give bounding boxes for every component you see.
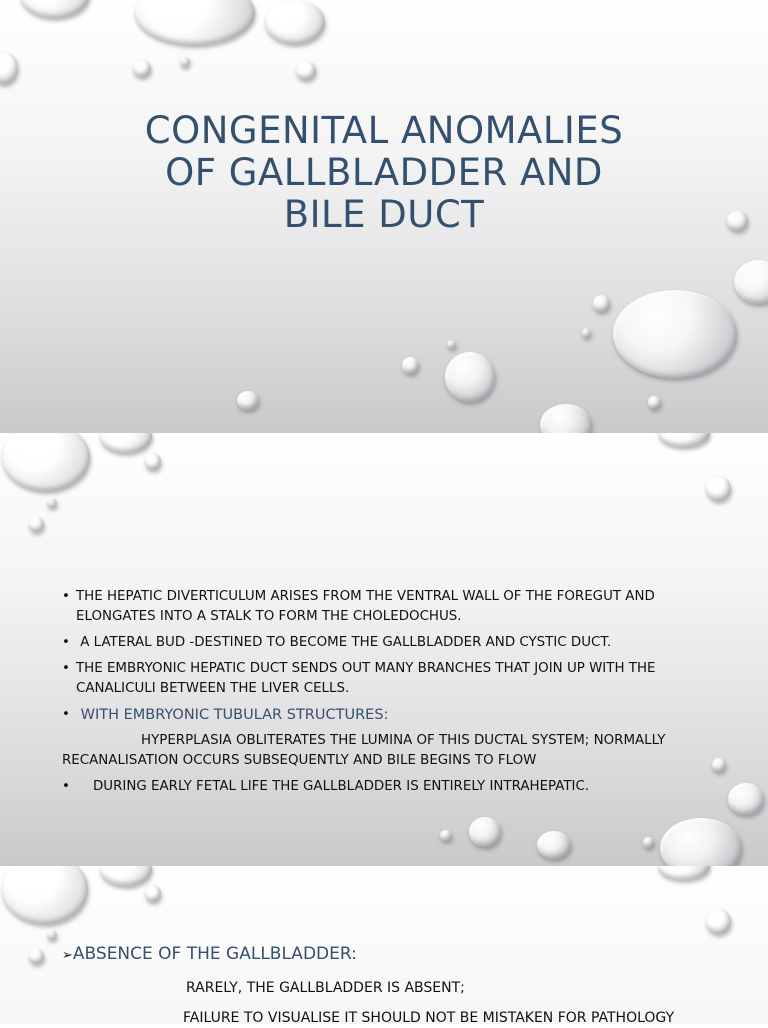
water-drop-decoration (658, 433, 710, 447)
water-drop-decoration (296, 61, 316, 80)
water-drop-decoration (537, 831, 571, 859)
water-drop-decoration (712, 758, 726, 772)
slide-title (0, 0, 768, 433)
bullet-item (62, 777, 712, 797)
water-drop-decoration (440, 830, 452, 841)
water-drop-decoration (728, 783, 764, 815)
water-drop-decoration (593, 295, 610, 312)
bullet-item (62, 705, 712, 725)
water-drop-decoration (660, 818, 742, 866)
water-drop-decoration (648, 396, 661, 409)
body-line: FAILURE TO VISUALISE IT SHOULD NOT BE MISTAKEN FOR PATHOLOGY (183, 1010, 675, 1026)
water-drop-decoration (100, 866, 152, 886)
water-drop-decoration (469, 817, 501, 847)
title-line: BILE DUCT (283, 193, 485, 236)
water-drop-decoration (402, 357, 419, 374)
paragraph (62, 731, 712, 771)
water-drop-decoration (237, 391, 259, 410)
bullet-item (62, 659, 712, 699)
water-drop-decoration (2, 866, 88, 924)
absence-content (62, 942, 742, 1028)
bullet-marker: • (62, 635, 70, 650)
bullet-item (62, 633, 712, 653)
water-drop-decoration (29, 949, 44, 964)
bullet-marker: • (62, 779, 70, 794)
water-drop-decoration (658, 866, 710, 880)
water-drop-decoration (265, 0, 325, 44)
section-heading-text: ABSENCE OF THE GALLBLADDER: (72, 944, 357, 964)
water-drop-decoration (180, 57, 190, 67)
water-drop-decoration (613, 290, 737, 378)
water-drop-decoration (47, 930, 57, 940)
water-drop-decoration (145, 885, 161, 902)
water-drop-decoration (582, 328, 591, 338)
water-drop-decoration (100, 433, 152, 453)
bullet-text: A LATERAL BUD -DESTINED TO BECOME THE GALLBLADDER AND CYSTIC DUCT. (76, 635, 612, 650)
water-drop-decoration (445, 352, 495, 402)
water-drop-decoration (47, 498, 57, 508)
water-drop-decoration (0, 52, 18, 84)
water-drop-decoration (135, 0, 255, 45)
bullet-text: ELONGATES INTO A STALK TO FORM THE CHOLEDOCHUS. (76, 609, 462, 624)
title-line: OF GALLBLADDER AND (165, 151, 603, 194)
bullet-marker: • (62, 707, 70, 722)
paragraph-text: RECANALISATION OCCURS SUBSEQUENTLY AND BILE BEGINS TO FLOW (62, 753, 537, 768)
water-drop-decoration (734, 260, 768, 304)
bullet-subheading: WITH EMBRYONIC TUBULAR STRUCTURES: (76, 707, 389, 723)
title-line: CONGENITAL ANOMALIES (144, 109, 624, 152)
bullet-text: CANALICULI BETWEEN THE LIVER CELLS. (76, 681, 350, 696)
water-drop-decoration (706, 909, 731, 934)
embryology-content (62, 587, 712, 803)
bullet-text: DURING EARLY FETAL LIFE THE GALLBLADDER IS ENTIRELY INTRAHEPATIC. (93, 779, 590, 794)
water-drop-decoration (540, 404, 592, 433)
bullet-text: THE HEPATIC DIVERTICULUM ARISES FROM THE VENTRAL WALL OF THE FOREGUT AND (76, 589, 655, 604)
water-drop-decoration (133, 60, 151, 77)
paragraph-text: HYPERPLASIA OBLITERATES THE LUMINA OF THIS DUCTAL SYSTEM; NORMALLY (141, 733, 666, 748)
bullet-text: THE EMBRYONIC HEPATIC DUCT SENDS OUT MANY BRANCHES THAT JOIN UP WITH THE (76, 661, 656, 676)
water-drop-decoration (447, 340, 456, 349)
bullet-marker: • (62, 589, 70, 604)
arrow-bullet-icon: ➢ (62, 948, 73, 963)
water-drop-decoration (20, 0, 90, 18)
water-drop-decoration (727, 211, 748, 231)
water-drop-decoration (145, 453, 161, 470)
slide-title-heading (84, 110, 684, 236)
bullet-item (62, 587, 712, 627)
bullet-marker: • (62, 661, 70, 676)
water-drop-decoration (706, 476, 731, 501)
water-drop-decoration (643, 837, 654, 848)
water-drop-decoration (2, 433, 90, 491)
water-drop-decoration (29, 517, 44, 532)
section-heading (62, 942, 742, 968)
body-line: RARELY, THE GALLBLADDER IS ABSENT; (186, 980, 465, 996)
